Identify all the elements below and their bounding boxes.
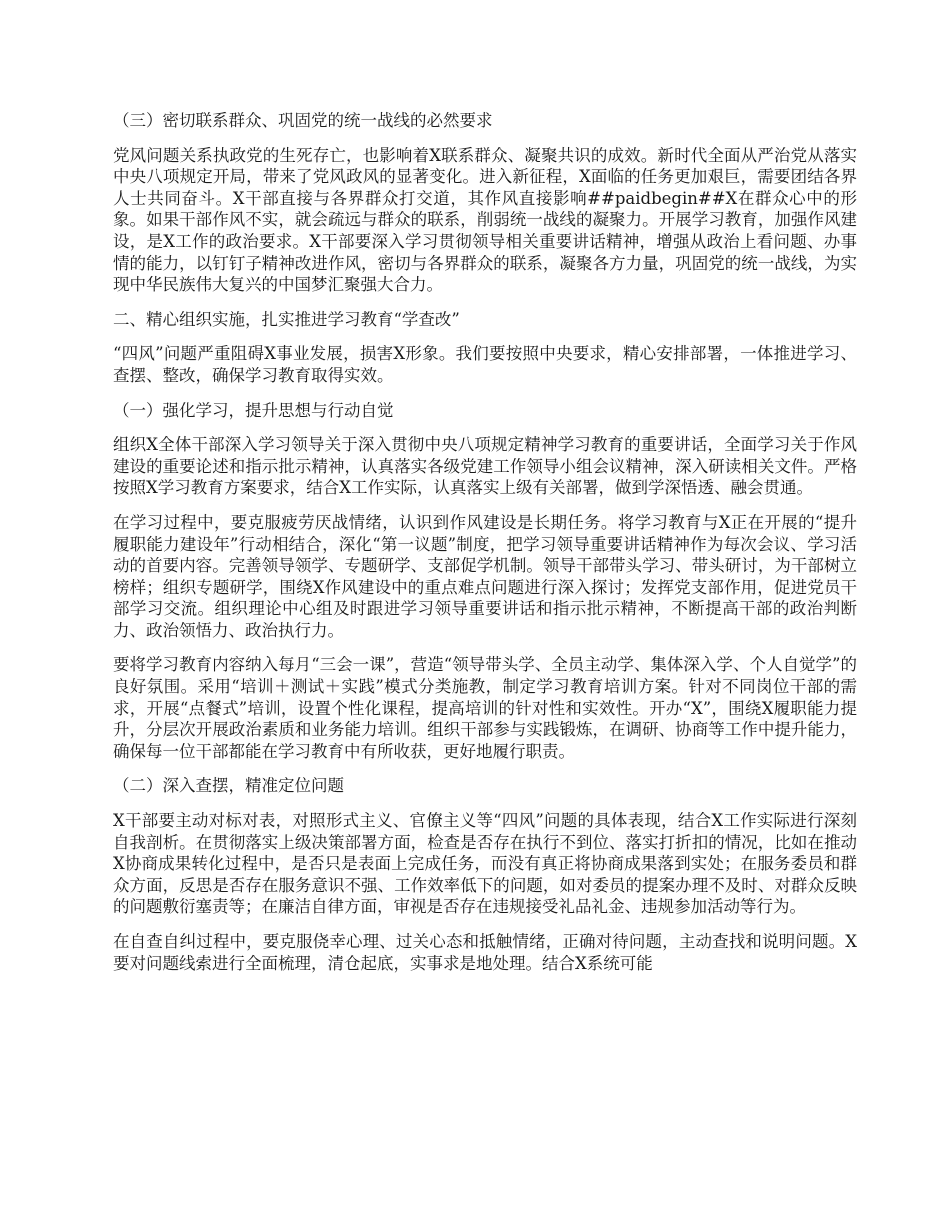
paragraph: X干部要主动对标对表，对照形式主义、官僚主义等“四风”问题的具体表现，结合X工作实际进行深刻自我剖析。在贯彻落实上级决策部署方面，检查是否存在执行不到位、落实打折扣的情况，比如在推动X协商成果转化过程中，是否只是表面上完成任务，而没有真正将协商成果落到实处；在服务委员和群众方面，反思是否存在服务意识不强、工作效率低下的问题，如对委员的提案办理不及时、对群众反映的问题敷衍塞责等；在廉洁自律方面，审视是否存在违规接受礼品礼金、违规参加活动等行为。 — [113, 811, 857, 917]
paragraph: 在自查自纠过程中，要克服侥幸心理、过关心态和抵触情绪，正确对待问题，主动查找和说明问题。X要对问题线索进行全面梳理，清仓起底，实事求是地处理。结合X系统可能 — [113, 932, 857, 973]
subsection-heading-2: （二）深入查摆，精准定位问题 — [113, 776, 344, 796]
section-heading-3: （三）密切联系群众、巩固党的统一战线的必然要求 — [113, 111, 493, 130]
document-page — [113, 110, 857, 987]
section-heading-2: 二、精心组织实施，扎实推进学习教育“学查改” — [113, 309, 460, 329]
paragraph: 在学习过程中，要克服疲劳厌战情绪，认识到作风建设是长期任务。将学习教育与X正在开展的“提升履职能力建设年”行动相结合，深化“第一议题”制度，把学习领导重要讲话精神作为每次会议、学习活动的首要内容。完善领导领学、专题研学、支部促学机制。领导干部带头学习、带头研讨，为干部树立榜样；组织专题研学，围绕X作风建设中的重点难点问题进行深入探讨；发挥党支部作用，促进党员干部学习交流。组织理论中心组及时跟进学习领导重要讲话和指示批示精神，不断提高干部的政治判断力、政治领悟力、政治执行力。 — [113, 512, 857, 640]
paragraph: 组织X全体干部深入学习领导关于深入贯彻中央八项规定精神学习教育的重要讲话，全面学习关于作风建设的重要论述和指示批示精神，认真落实各级党建工作领导小组会议精神，深入研读相关文件。严格按照X学习教育方案要求，结合X工作实际，认真落实上级有关部署，做到学深悟透、融会贯通。 — [113, 435, 857, 498]
paragraph: 党风问题关系执政党的生死存亡，也影响着X联系群众、凝聚共识的成效。新时代全面从严治党从落实中央八项规定开局，带来了党风政风的显著变化。进入新征程，X面临的任务更加艰巨，需要团结各界人士共同奋斗。X干部直接与各界群众打交道，其作风直接影响##paidbegin##X在群众心中的形象。如果干部作风不实，就会疏远与群众的联系，削弱统一战线的凝聚力。开展学习教育，加强作风建设，是X工作的政治要求。X干部要深入学习贯彻领导相关重要讲话精神，增强从政治上看问题、办事情的能力，以钉钉子精神改进作风，密切与各界群众的联系，凝聚各方力量，巩固党的统一战线，为实现中华民族伟大复兴的中国梦汇聚强大合力。 — [113, 145, 857, 295]
paragraph: “四风”问题严重阻碍X事业发展，损害X形象。我们要按照中央要求，精心安排部署，一体推进学习、查摆、整改，确保学习教育取得实效。 — [113, 344, 857, 385]
paragraph: 要将学习教育内容纳入每月“三会一课”，营造“领导带头学、全员主动学、集体深入学、个人自觉学”的良好氛围。采用“培训＋测试＋实践”模式分类施教，制定学习教育培训方案。针对不同岗位干部的需求，开展“点餐式”培训，设置个性化课程，提高培训的针对性和实效性。开办“X”，围绕X履职能力提升，分层次开展政治素质和业务能力培训。组织干部参与实践锻炼，在调研、协商等工作中提升能力，确保每一位干部都能在学习教育中有所收获，更好地履行职责。 — [113, 655, 857, 761]
subsection-heading-1: （一）强化学习，提升思想与行动自觉 — [113, 400, 394, 420]
